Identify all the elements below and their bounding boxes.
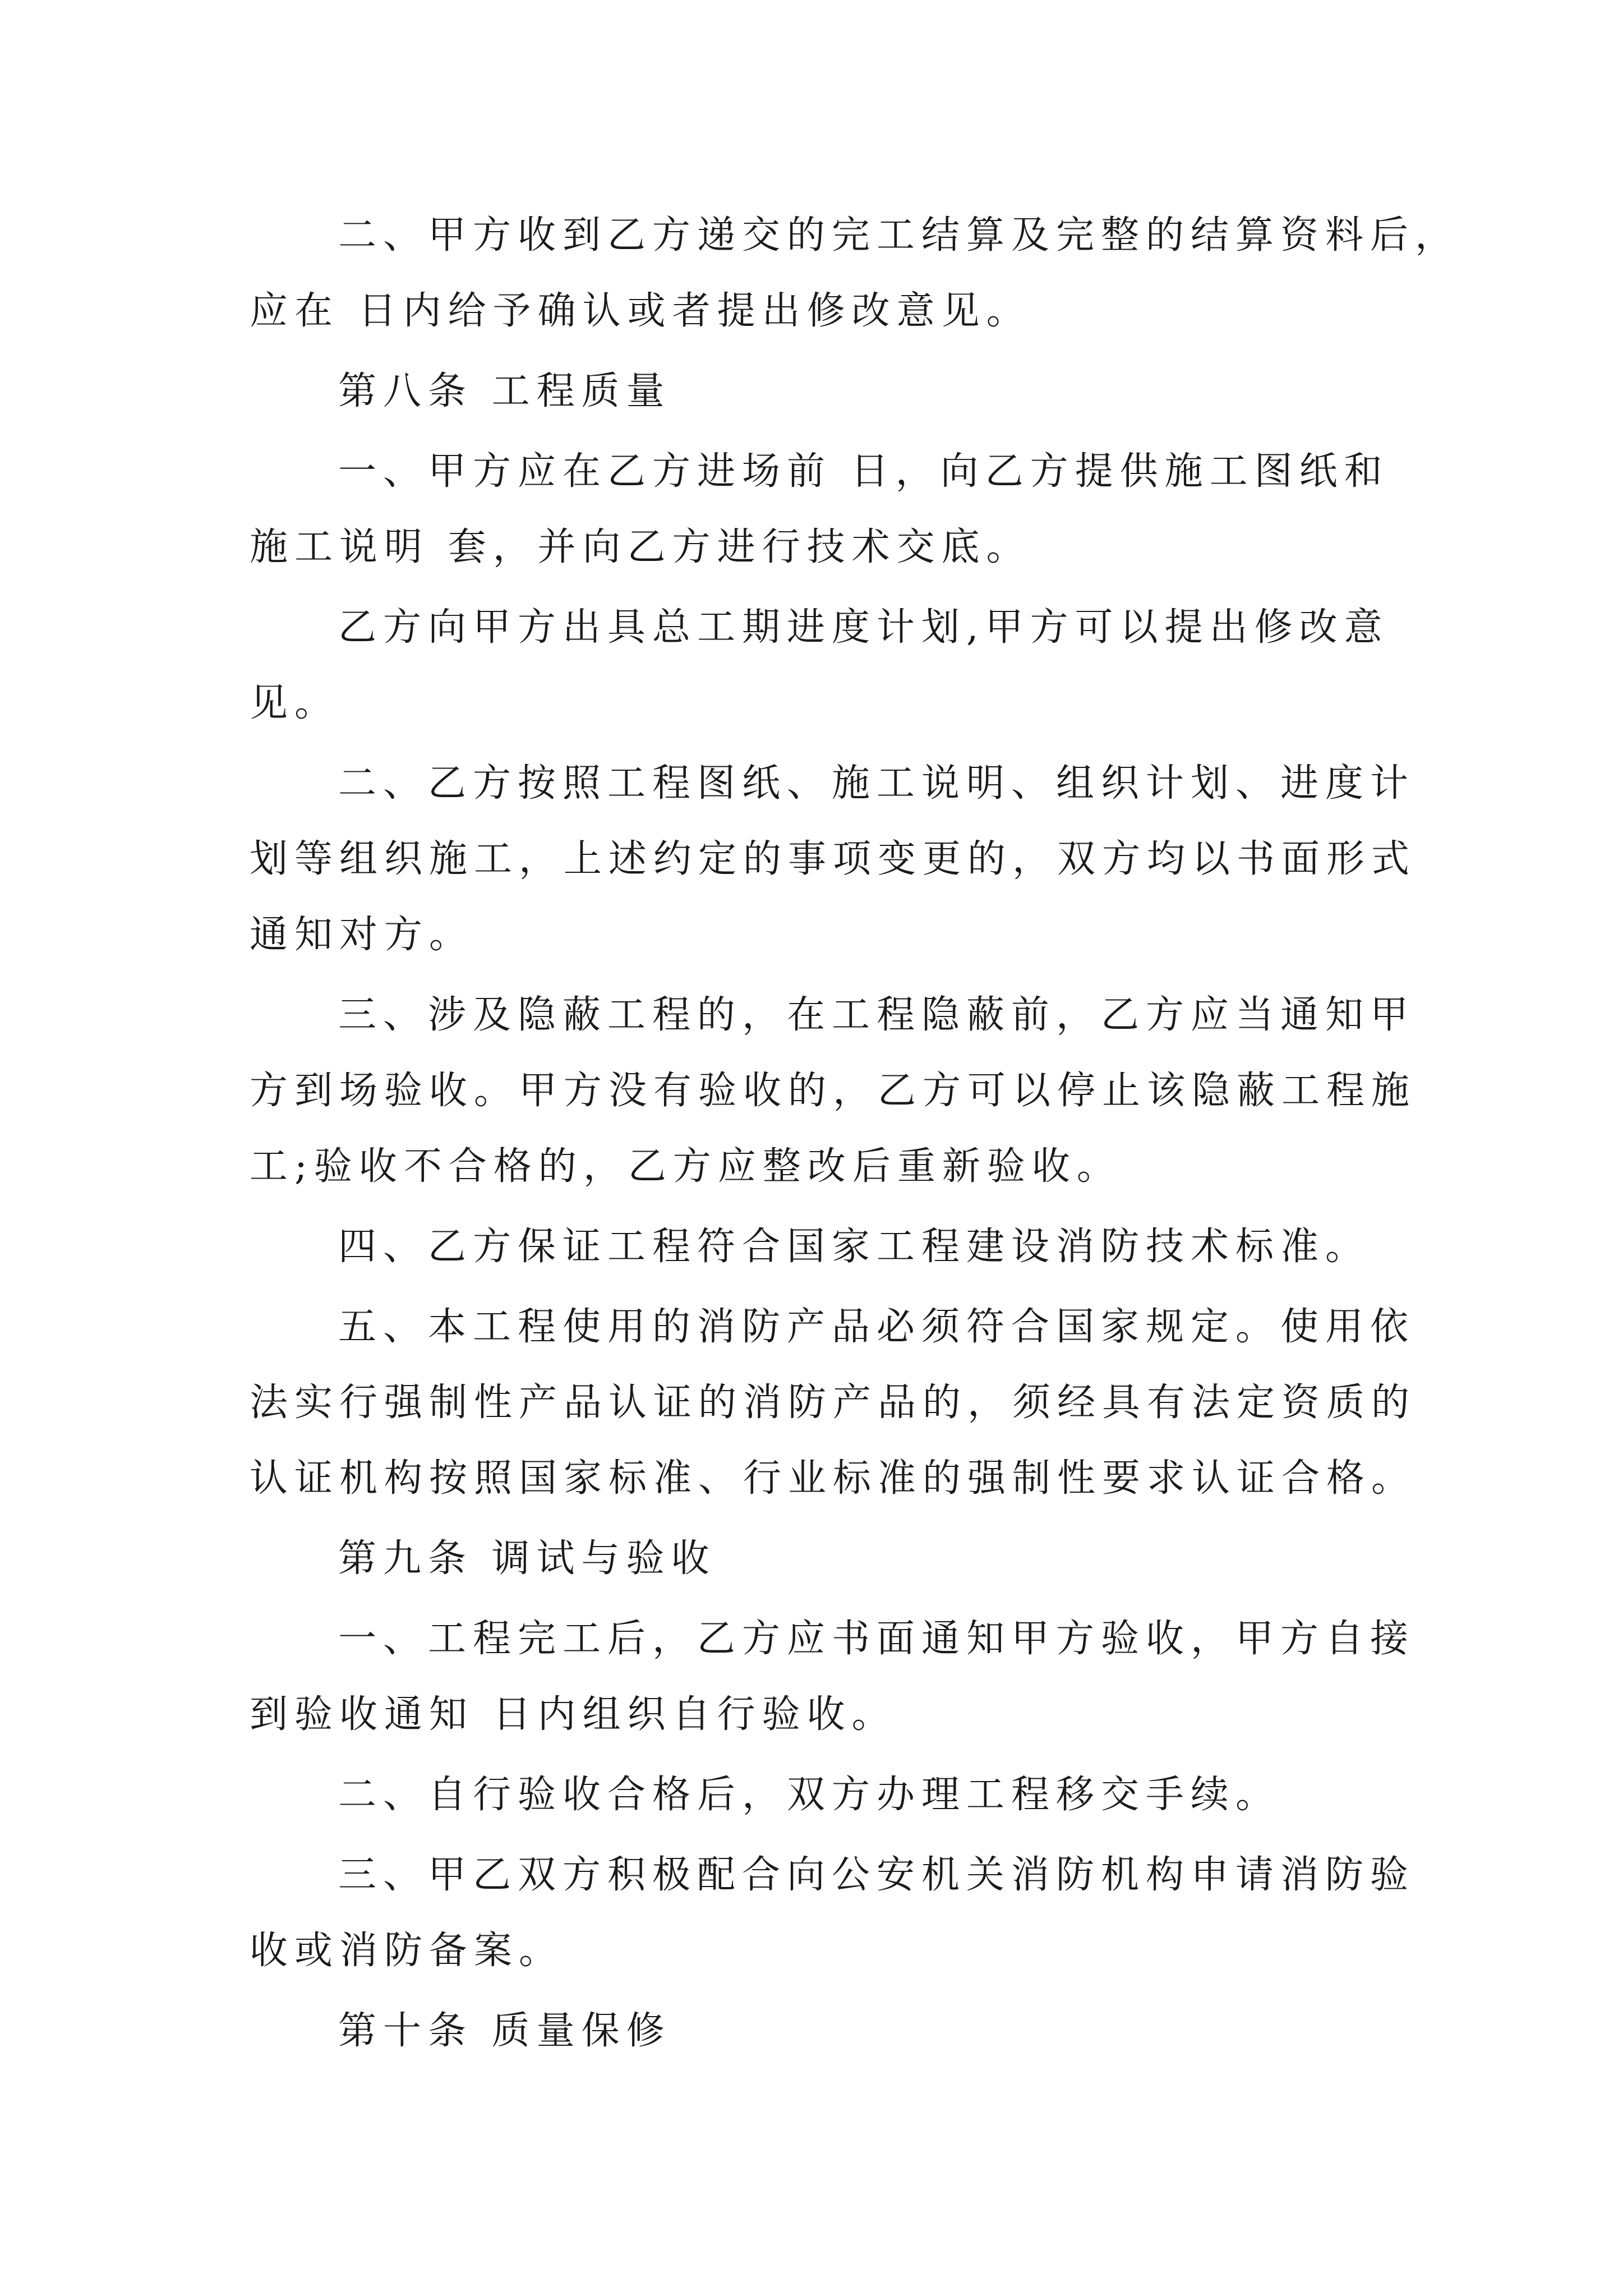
text-line: 见。 xyxy=(250,681,340,725)
article-8-heading xyxy=(250,353,1438,429)
text-line: 方到场验收。甲方没有验收的，乙方可以停止该隐蔽工程施 xyxy=(250,1069,1417,1113)
text-line: 二、甲方收到乙方递交的完工结算及完整的结算资料后， xyxy=(338,213,1460,257)
paragraph-concealed-works xyxy=(250,977,1438,1204)
text-line: 法实行强制性产品认证的消防产品的，须经具有法定资质的 xyxy=(250,1381,1417,1425)
text-line: 二、乙方按照工程图纸、施工说明、组织计划、进度计 xyxy=(338,761,1415,806)
text-line: 收或消防备案。 xyxy=(250,1929,564,1973)
text-line: 施工说明 套，并向乙方进行技术交底。 xyxy=(250,525,1031,569)
paragraph-fire-products xyxy=(250,1289,1438,1516)
paragraph-construction-organization xyxy=(250,746,1438,973)
article-9-heading xyxy=(250,1521,1438,1596)
paragraph-handover xyxy=(250,1757,1438,1833)
text-line: 划等组织施工，上述约定的事项变更的，双方均以书面形式 xyxy=(250,837,1417,881)
text-line: 五、本工程使用的消防产品必须符合国家规定。使用依 xyxy=(338,1305,1415,1349)
text-line: 二、自行验收合格后，双方办理工程移交手续。 xyxy=(338,1773,1281,1817)
article-heading: 第十条 质量保修 xyxy=(338,2009,671,2053)
article-10-heading xyxy=(250,1993,1438,2069)
paragraph-fire-acceptance-filing xyxy=(250,1837,1438,1989)
text-line: 认证机构按照国家标准、行业标准的强制性要求认证合格。 xyxy=(250,1456,1417,1501)
paragraph-settlement-confirmation xyxy=(250,197,1460,349)
paragraph-fire-standards xyxy=(250,1209,1438,1285)
text-line: 工;验收不合格的，乙方应整改后重新验收。 xyxy=(250,1144,1122,1189)
article-heading: 第八条 工程质量 xyxy=(338,369,671,413)
paragraph-completion-acceptance xyxy=(250,1601,1438,1752)
article-heading: 第九条 调试与验收 xyxy=(338,1536,716,1581)
text-line: 一、甲方应在乙方进场前 日，向乙方提供施工图纸和 xyxy=(338,449,1389,494)
text-line: 到验收通知 日内组织自行验收。 xyxy=(250,1692,897,1737)
text-line: 三、甲乙双方积极配合向公安机关消防机构申请消防验 xyxy=(338,1853,1415,1897)
text-line: 三、涉及隐蔽工程的，在工程隐蔽前，乙方应当通知甲 xyxy=(338,993,1415,1037)
paragraph-schedule-plan xyxy=(250,590,1438,741)
document-body xyxy=(250,197,1460,2073)
text-line: 一、工程完工后，乙方应书面通知甲方验收，甲方自接 xyxy=(338,1617,1415,1661)
text-line: 乙方向甲方出具总工期进度计划,甲方可以提出修改意 xyxy=(338,605,1389,650)
text-line: 应在 日内给予确认或者提出修改意见。 xyxy=(250,289,1031,333)
text-line: 四、乙方保证工程符合国家工程建设消防技术标准。 xyxy=(338,1225,1371,1269)
text-line: 通知对方。 xyxy=(250,913,474,957)
paragraph-drawings-provision xyxy=(250,434,1438,585)
